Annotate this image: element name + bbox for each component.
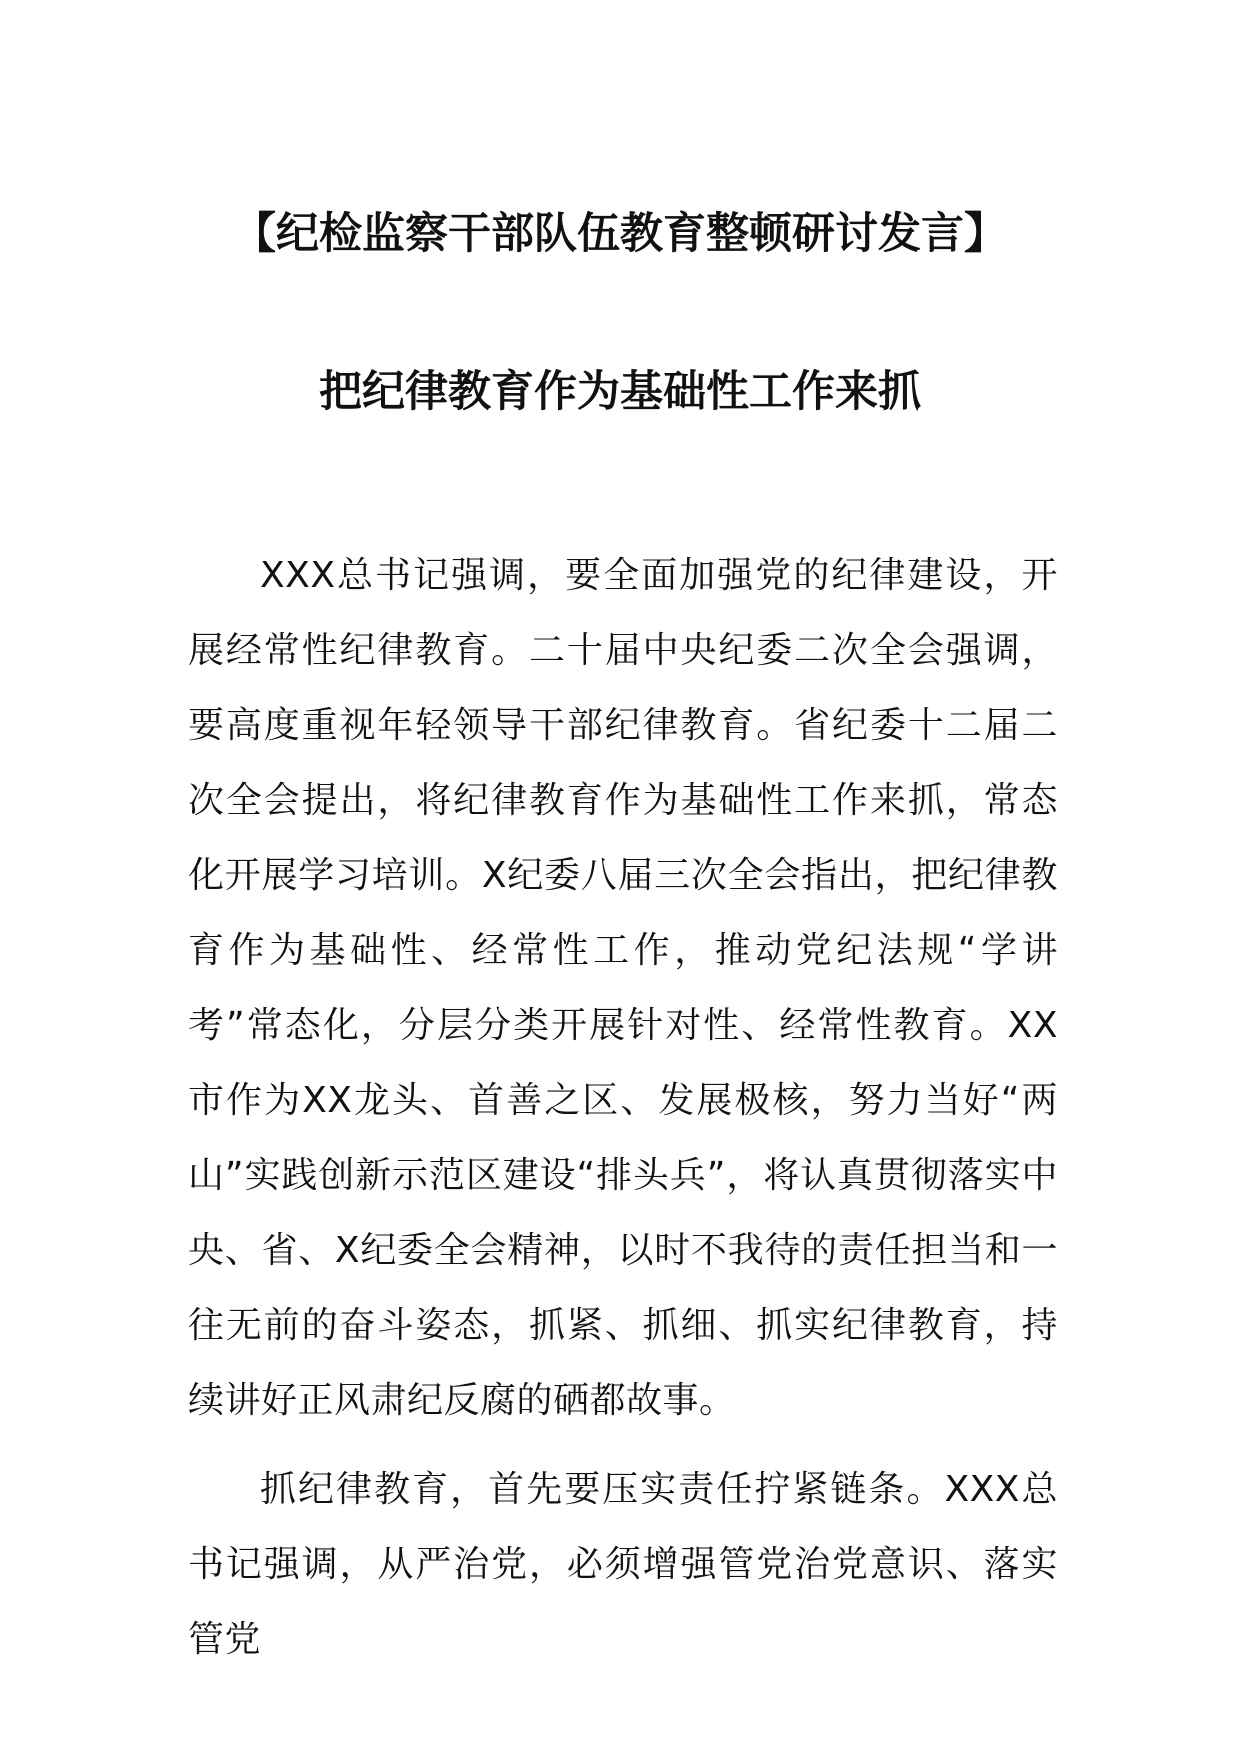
document-title-line-1: 【纪检监察干部队伍教育整顿研讨发言】 (233, 209, 1007, 259)
body-paragraph: XXX总书记强调，要全面加强党的纪律建设，开展经常性纪律教育。二十届中央纪委二次全会强调，要高度重视年轻领导干部纪律教育。省纪委十二届二次全会提出，将纪律教育作为基础性工作来抓，常态化开展学习培训。X纪委八届三次全会指出，把纪律教育作为基础性、经常性工作，推动党纪法规“学讲考”常态化，分层分类开展针对性、经常性教育。XX市作为XX龙头、首善之区、发展极核，努力当好“两山”实践创新示范区建设“排头兵”，将认真贯彻落实中央、省、X纪委全会精神，以时不我待的责任担当和一往无前的奋斗姿态，抓紧、抓细、抓实纪律教育，持续讲好正风肃纪反腐的硒都故事。 (188, 555, 1058, 1421)
document-title-line-2: 把纪律教育作为基础性工作来抓 (319, 367, 921, 417)
body-paragraph: 抓纪律教育，首先要压实责任拧紧链条。XXX总书记强调，从严治党，必须增强管党治党意识、落实管党 (188, 1469, 1058, 1660)
body-paragraph-block-1 (188, 538, 1058, 1438)
body-paragraph-block-2 (188, 1452, 1058, 1677)
